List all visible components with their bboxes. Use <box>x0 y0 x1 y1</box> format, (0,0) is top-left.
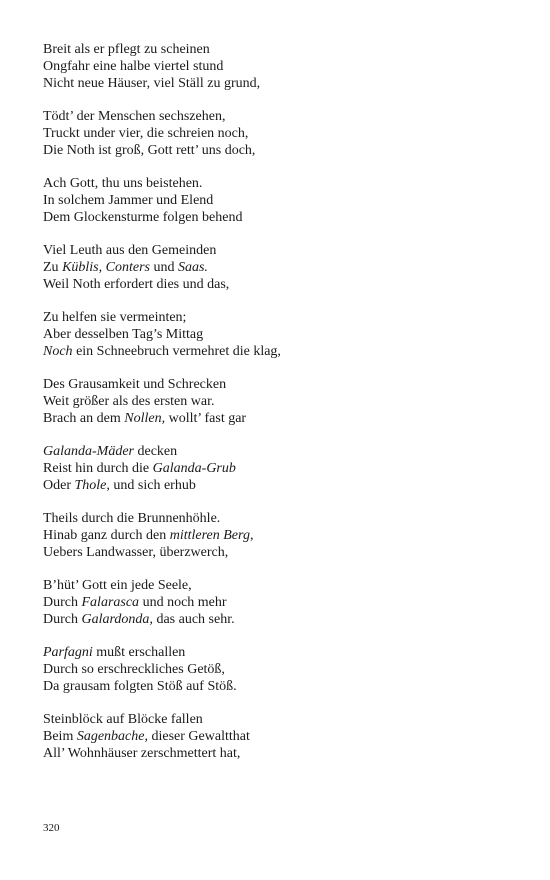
stanza <box>43 510 513 561</box>
page-number: 320 <box>43 822 60 834</box>
stanza <box>43 443 513 494</box>
poem-line <box>43 527 513 544</box>
poem-line <box>43 678 513 695</box>
italic-place-name: Nollen, <box>124 411 166 426</box>
poem-line <box>43 577 513 594</box>
line-text: Beim <box>43 729 77 744</box>
poem-line <box>43 41 513 58</box>
line-text: B’hüt’ Gott ein jede Seele, <box>43 578 192 593</box>
stanza <box>43 175 513 226</box>
stanza <box>43 41 513 92</box>
poem-line <box>43 644 513 661</box>
poem-line <box>43 661 513 678</box>
poem-line <box>43 242 513 259</box>
line-text: Die Noth ist groß, Gott rett’ uns doch, <box>43 143 256 158</box>
poem-line <box>43 125 513 142</box>
poem-line <box>43 745 513 762</box>
line-text: und <box>149 260 178 275</box>
italic-place-name: Sagenbache, <box>76 729 148 744</box>
italic-place-name: Noch <box>43 344 73 359</box>
poem-line <box>43 309 513 326</box>
line-text: decken <box>134 444 178 459</box>
poem-line <box>43 192 513 209</box>
poem-line <box>43 460 513 477</box>
line-text: Weil Noth erfordert dies und das, <box>43 277 230 292</box>
line-text: das auch sehr. <box>152 612 235 627</box>
italic-place-name: Galanda-Grub <box>152 461 236 476</box>
poem-line <box>43 58 513 75</box>
poem-line <box>43 259 513 276</box>
line-text: wollt’ fast gar <box>165 411 247 426</box>
line-text: Zu <box>43 260 63 275</box>
line-text: Reist hin durch die <box>43 461 153 476</box>
line-text: Oder <box>43 478 75 493</box>
poem-line <box>43 594 513 611</box>
line-text: und noch mehr <box>139 595 227 610</box>
line-text: Breit als er pflegt zu scheinen <box>43 42 210 57</box>
stanza <box>43 242 513 293</box>
poem-line <box>43 75 513 92</box>
italic-place-name: Galanda-Mäder <box>43 444 134 459</box>
italic-place-name: Falarasca <box>81 595 140 610</box>
poem-line <box>43 209 513 226</box>
line-text: In solchem Jammer und Elend <box>43 193 214 208</box>
line-text: Brach an dem <box>43 411 125 426</box>
line-text: Tödt’ der Menschen sechszehen, <box>43 109 226 124</box>
line-text: Aber desselben Tag’s Mittag <box>43 327 204 342</box>
stanza <box>43 644 513 695</box>
poem-line <box>43 510 513 527</box>
poem-line <box>43 108 513 125</box>
italic-place-name: Thole, <box>74 478 110 493</box>
line-text: Ongfahr eine halbe viertel stund <box>43 59 224 74</box>
italic-place-name: Galardonda, <box>81 612 153 627</box>
line-text: Durch so erschreckliches Getöß, <box>43 662 225 677</box>
stanza <box>43 577 513 628</box>
italic-place-name: Saas. <box>177 260 208 275</box>
poem-line <box>43 711 513 728</box>
line-text: mußt erschallen <box>92 645 186 660</box>
poem-line <box>43 544 513 561</box>
poem-line <box>43 326 513 343</box>
line-text: Truckt under vier, die schreien noch, <box>43 126 249 141</box>
line-text: Durch <box>43 595 82 610</box>
poem-line <box>43 142 513 159</box>
line-text: Hinab ganz durch den <box>43 528 170 543</box>
poem-line <box>43 728 513 745</box>
stanza <box>43 376 513 427</box>
stanza <box>43 309 513 360</box>
line-text: Ach Gott, thu uns beistehen. <box>43 176 203 191</box>
italic-place-name: Küblis, Conters <box>62 260 150 275</box>
stanza <box>43 711 513 762</box>
line-text: Uebers Landwasser, überzwerch, <box>43 545 229 560</box>
poem-text <box>43 41 513 778</box>
italic-place-name: mittleren Berg, <box>169 528 254 543</box>
line-text: ein Schneebruch vermehret die klag, <box>72 344 281 359</box>
poem-line <box>43 477 513 494</box>
line-text: Viel Leuth aus den Gemeinden <box>43 243 217 258</box>
line-text: Theils durch die Brunnenhöhle. <box>43 511 221 526</box>
poem-line <box>43 175 513 192</box>
poem-line <box>43 376 513 393</box>
line-text: Des Grausamkeit und Schrecken <box>43 377 227 392</box>
line-text: und sich erhub <box>109 478 196 493</box>
poem-line <box>43 343 513 360</box>
line-text: All’ Wohnhäuser zerschmettert hat, <box>43 746 241 761</box>
line-text: dieser Gewaltthat <box>148 729 250 744</box>
poem-line <box>43 410 513 427</box>
line-text: Weit größer als des ersten war. <box>43 394 215 409</box>
line-text: Zu helfen sie vermeinten; <box>43 310 187 325</box>
poem-line <box>43 443 513 460</box>
stanza <box>43 108 513 159</box>
line-text: Durch <box>43 612 82 627</box>
line-text: Da grausam folgten Stöß auf Stöß. <box>43 679 237 694</box>
poem-line <box>43 611 513 628</box>
italic-place-name: Parfagni <box>43 645 93 660</box>
line-text: Steinblöck auf Blöcke fallen <box>43 712 203 727</box>
line-text: Nicht neue Häuser, viel Ställ zu grund, <box>43 76 261 91</box>
poem-line <box>43 393 513 410</box>
line-text: Dem Glockensturme folgen behend <box>43 210 243 225</box>
poem-line <box>43 276 513 293</box>
